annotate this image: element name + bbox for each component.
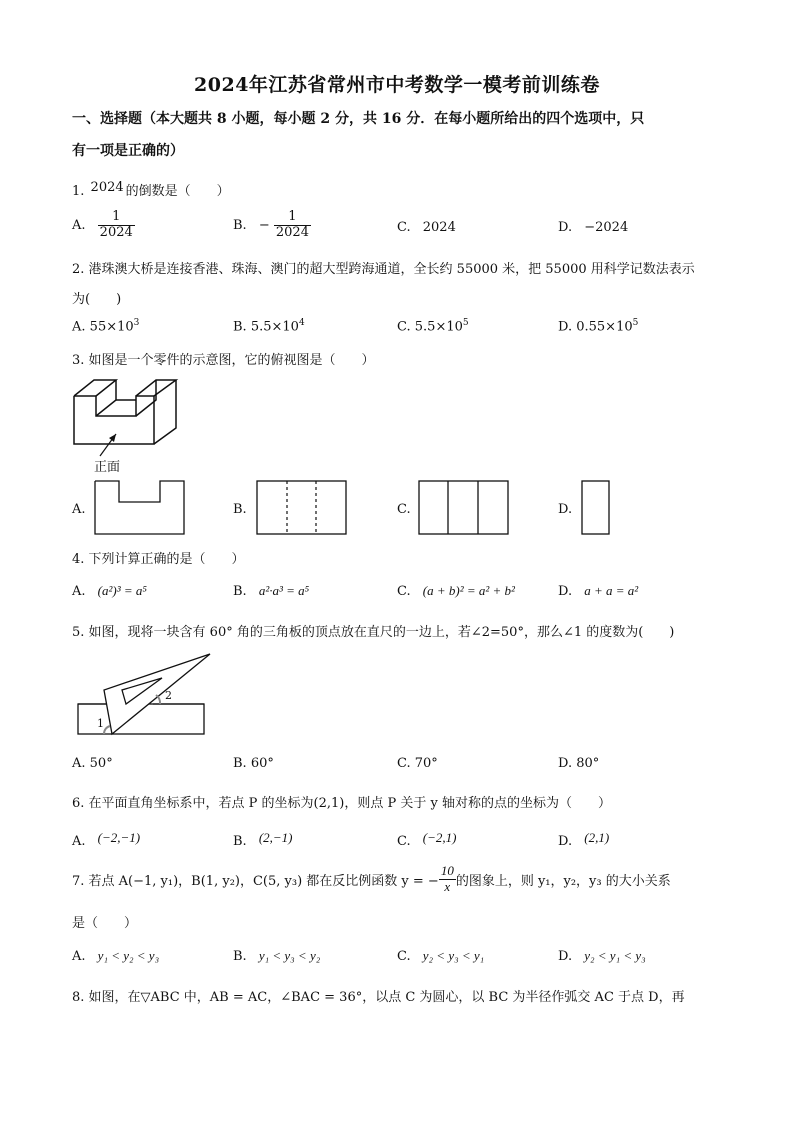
q6-c-label: C. xyxy=(397,834,411,849)
q1-number: 1. xyxy=(72,184,85,199)
q2-c-exponent: 5 xyxy=(462,318,469,328)
q3-option-d-figure xyxy=(581,480,611,536)
section-header-line2: 有一项是正确的） xyxy=(72,143,184,159)
q4-option-b xyxy=(233,583,309,599)
q4-b-expression: a²·a³ = a⁵ xyxy=(258,583,310,598)
q7-stem-line1 xyxy=(72,864,671,895)
q1-option-d xyxy=(558,220,628,235)
q6-c-value: (−2,1) xyxy=(422,830,457,845)
q5-angle2-arc xyxy=(156,695,160,704)
q3-stem: 3. 如图是一个零件的示意图，它的俯视图是（ ） xyxy=(72,353,375,368)
q6-option-c xyxy=(397,830,457,849)
q4-d-expression: a + a = a² xyxy=(584,583,639,598)
q4-option-d xyxy=(558,583,638,599)
q7-option-c xyxy=(397,948,484,964)
q1-value: 2024 xyxy=(90,180,124,195)
q2-option-c xyxy=(397,318,469,334)
q2-b-base: 5.5×10 xyxy=(250,319,299,335)
q6-d-value: (2,1) xyxy=(584,830,610,845)
q2-a-base: 55×10 xyxy=(89,319,134,335)
q7-fraction-numerator: 10 xyxy=(440,863,454,878)
q2-c-base: 5.5×10 xyxy=(414,319,463,335)
q2-option-b xyxy=(233,318,305,334)
q7-d-label: D. xyxy=(558,949,573,964)
q6-b-label: B. xyxy=(233,834,247,849)
q1-option-a xyxy=(72,210,135,241)
q3-option-c-figure xyxy=(418,480,510,536)
q1-d-value: −2024 xyxy=(584,220,629,235)
q3-option-b-label: B. xyxy=(233,502,247,517)
q7-d-expression: y₂ < y₁ < y₃ xyxy=(584,948,646,963)
q6-a-label: A. xyxy=(72,834,86,849)
q4-d-label: D. xyxy=(558,584,573,599)
q1-a-label: A. xyxy=(72,217,86,233)
q2-c-label: C. xyxy=(397,319,411,335)
q1-a-fraction xyxy=(98,210,135,241)
q2-d-exponent: 5 xyxy=(632,318,639,328)
q2-d-base: 0.55×10 xyxy=(576,319,633,335)
q5-angle2-label: 2 xyxy=(165,689,172,702)
q1-option-c xyxy=(397,220,456,235)
q3-option-d-label: D. xyxy=(558,502,573,517)
q7-fraction xyxy=(439,864,456,895)
q1-stem xyxy=(72,180,230,199)
q1-a-denominator: 2024 xyxy=(99,224,133,240)
q7-b-label: B. xyxy=(233,949,247,964)
q4-c-expression: (a + b)² = a² + b² xyxy=(422,583,515,598)
q5-option-c: C. 70° xyxy=(397,756,438,771)
q1-b-label: B. xyxy=(233,217,247,233)
q6-a-value: (−2,−1) xyxy=(97,830,141,845)
q4-a-expression: (a²)³ = a⁵ xyxy=(97,583,147,598)
q1-stem-text: 的倒数是（ ） xyxy=(125,184,230,199)
q4-a-label: A. xyxy=(72,584,86,599)
q2-stem-line1: 2. 港珠澳大桥是连接香港、珠海、澳门的超大型跨海通道，全长约 55000 米，把 55000 用科学记数法表示 xyxy=(72,262,695,277)
q1-a-numerator: 1 xyxy=(98,210,135,226)
q1-c-label: C. xyxy=(397,220,411,235)
q4-b-label: B. xyxy=(233,584,247,599)
q7-stem-part1: 7. 若点 A(−1, y₁)，B(1, y₂)，C(5, y₃) 都在反比例函数 y = − xyxy=(72,873,439,889)
q5-stem: 5. 如图，现将一块含有 60° 角的三角板的顶点放在直尺的一边上，若∠2=50°，那么∠1 的度数为( ) xyxy=(72,625,675,640)
q6-b-value: (2,−1) xyxy=(258,830,293,845)
q4-c-label: C. xyxy=(397,584,411,599)
q7-a-expression: y₁ < y₂ < y₃ xyxy=(97,948,160,963)
q7-option-d xyxy=(558,948,646,964)
q5-angle1-label: 1 xyxy=(97,717,104,730)
page-title: 2024年江苏省常州市中考数学一模考前训练卷 xyxy=(194,74,600,96)
q7-a-label: A. xyxy=(72,949,86,964)
q3-option-a-label: A. xyxy=(72,502,86,517)
q1-c-value: 2024 xyxy=(422,220,456,235)
q7-b-expression: y₁ < y₃ < y₂ xyxy=(258,948,321,963)
q1-b-sign: − xyxy=(258,217,270,233)
q3-option-b-figure xyxy=(256,480,348,536)
q6-option-b xyxy=(233,830,293,849)
q2-a-exponent: 3 xyxy=(133,318,140,328)
q6-option-d xyxy=(558,830,610,849)
q7-c-label: C. xyxy=(397,949,411,964)
q5-ruler-triangle-figure xyxy=(74,650,216,740)
q6-d-label: D. xyxy=(558,834,573,849)
q7-stem-part2: 的图象上，则 y₁，y₂，y₃ 的大小关系 xyxy=(455,873,671,889)
q3-option-a-figure xyxy=(94,480,186,536)
q1-d-label: D. xyxy=(558,220,573,235)
q3-option-c-label: C. xyxy=(397,502,411,517)
q1-b-numerator: 1 xyxy=(274,210,311,226)
q7-option-b xyxy=(233,948,320,964)
q5-angle1-arc xyxy=(104,726,110,734)
q7-fraction-denominator: x xyxy=(444,878,451,894)
q3-part-3d-figure xyxy=(70,376,182,472)
q7-option-a xyxy=(72,948,159,964)
q3-front-label: 正面 xyxy=(94,460,121,475)
q2-b-label: B. xyxy=(233,319,247,335)
section-header-line1: 一、选择题（本大题共 8 小题，每小题 2 分，共 16 分．在每小题所给出的四个选项中，只 xyxy=(72,111,645,127)
q7-stem-line2: 是（ ） xyxy=(72,916,138,931)
q6-option-a xyxy=(72,830,141,849)
q1-option-b xyxy=(233,210,311,241)
q2-b-exponent: 4 xyxy=(298,318,305,328)
q1-b-denominator: 2024 xyxy=(275,224,309,240)
q4-stem: 4. 下列计算正确的是（ ） xyxy=(72,552,245,567)
q2-option-a xyxy=(72,318,139,334)
q1-b-fraction xyxy=(274,210,311,241)
q2-stem-line2: 为( ) xyxy=(72,292,122,307)
q4-option-a xyxy=(72,583,147,599)
q4-option-c xyxy=(397,583,515,599)
q5-option-b: B. 60° xyxy=(233,756,274,771)
q8-stem: 8. 如图，在▽ABC 中，AB = AC，∠BAC = 36°，以点 C 为圆心，以 BC 为半径作弧交 AC 于点 D，再 xyxy=(72,990,685,1005)
q7-c-expression: y₂ < y₃ < y₁ xyxy=(422,948,485,963)
q2-option-d xyxy=(558,318,638,334)
q2-a-label: A. xyxy=(72,319,86,335)
q5-triangle xyxy=(104,654,210,734)
q3-arrow-head xyxy=(109,434,116,442)
q5-option-d: D. 80° xyxy=(558,756,600,771)
q5-option-a: A. 50° xyxy=(72,756,113,771)
q6-stem: 6. 在平面直角坐标系中，若点 P 的坐标为(2,1)，则点 P 关于 y 轴对称的点的坐标为（ ） xyxy=(72,796,611,811)
q2-d-label: D. xyxy=(558,319,573,335)
